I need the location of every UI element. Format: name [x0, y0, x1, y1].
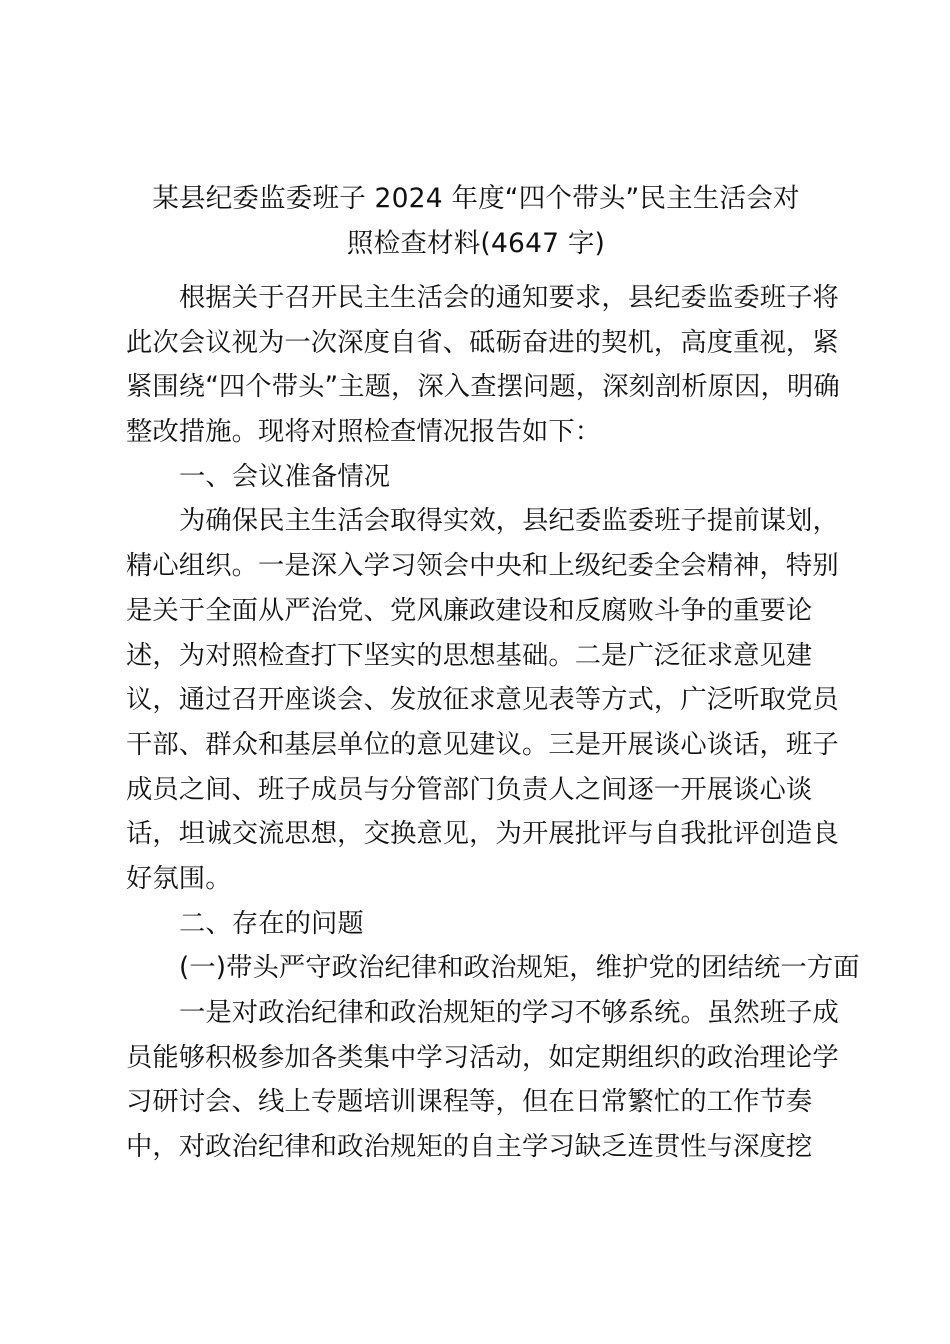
paragraph-line: 为确保民主生活会取得实效，县纪委监委班子提前谋划， — [179, 506, 839, 537]
paragraph-line: 中，对政治纪律和政治规矩的自主学习缺乏连贯性与深度挖 — [126, 1132, 813, 1163]
paragraph-line: 一是对政治纪律和政治规矩的学习不够系统。虽然班子成 — [179, 998, 839, 1028]
section-heading: 一、会议准备情况 — [179, 461, 391, 492]
paragraph-line: 习研讨会、线上专题培训课程等，但在日常繁忙的工作节奏 — [126, 1087, 813, 1118]
paragraph-line: 根据关于召开民主生活会的通知要求，县纪委监委班子将 — [179, 283, 839, 313]
paragraph-line: 干部、群众和基层单位的意见建议。三是开展谈心谈话，班子 — [126, 729, 839, 760]
paragraph-line: 精心组织。一是深入学习领会中央和上级纪委全会精神，特别 — [126, 551, 839, 582]
document-title — [126, 176, 826, 266]
paragraph-line: 员能够积极参加各类集中学习活动，如定期组织的政治理论学 — [126, 1042, 839, 1073]
paragraph-line: 成员之间、班子成员与分管部门负责人之间逐一开展谈心谈 — [126, 774, 813, 805]
paragraph-line: 紧围绕“四个带头”主题，深入查摆问题，深刻剖析原因，明确 — [126, 372, 840, 403]
paragraph-line: 议，通过召开座谈会、发放征求意见表等方式，广泛听取党员 — [126, 685, 839, 716]
section-heading: 二、存在的问题 — [179, 908, 364, 939]
paragraph-line: 述，为对照检查打下坚实的思想基础。二是广泛征求意见建 — [126, 640, 813, 671]
paragraph-line: 是关于全面从严治党、党风廉政建设和反腐败斗争的重要论 — [126, 595, 813, 626]
paragraph-line: 话，坦诚交流思想，交换意见，为开展批评与自我批评创造良 — [126, 819, 839, 850]
paragraph-line: 好氛围。 — [126, 863, 232, 894]
document-body — [126, 276, 860, 1170]
document-title-line: 照检查材料(4647 字) — [346, 228, 606, 259]
document-title-line: 某县纪委监委班子 2024 年度“四个带头”民主生活会对 — [152, 183, 800, 214]
paragraph-line: 整改措施。现将对照检查情况报告如下： — [126, 417, 602, 448]
paragraph-line: 此次会议视为一次深度自省、砥砺奋进的契机，高度重视，紧 — [126, 327, 839, 358]
subsection-heading: (一)带头严守政治纪律和政治规矩，维护党的团结统一方面 — [179, 953, 860, 984]
